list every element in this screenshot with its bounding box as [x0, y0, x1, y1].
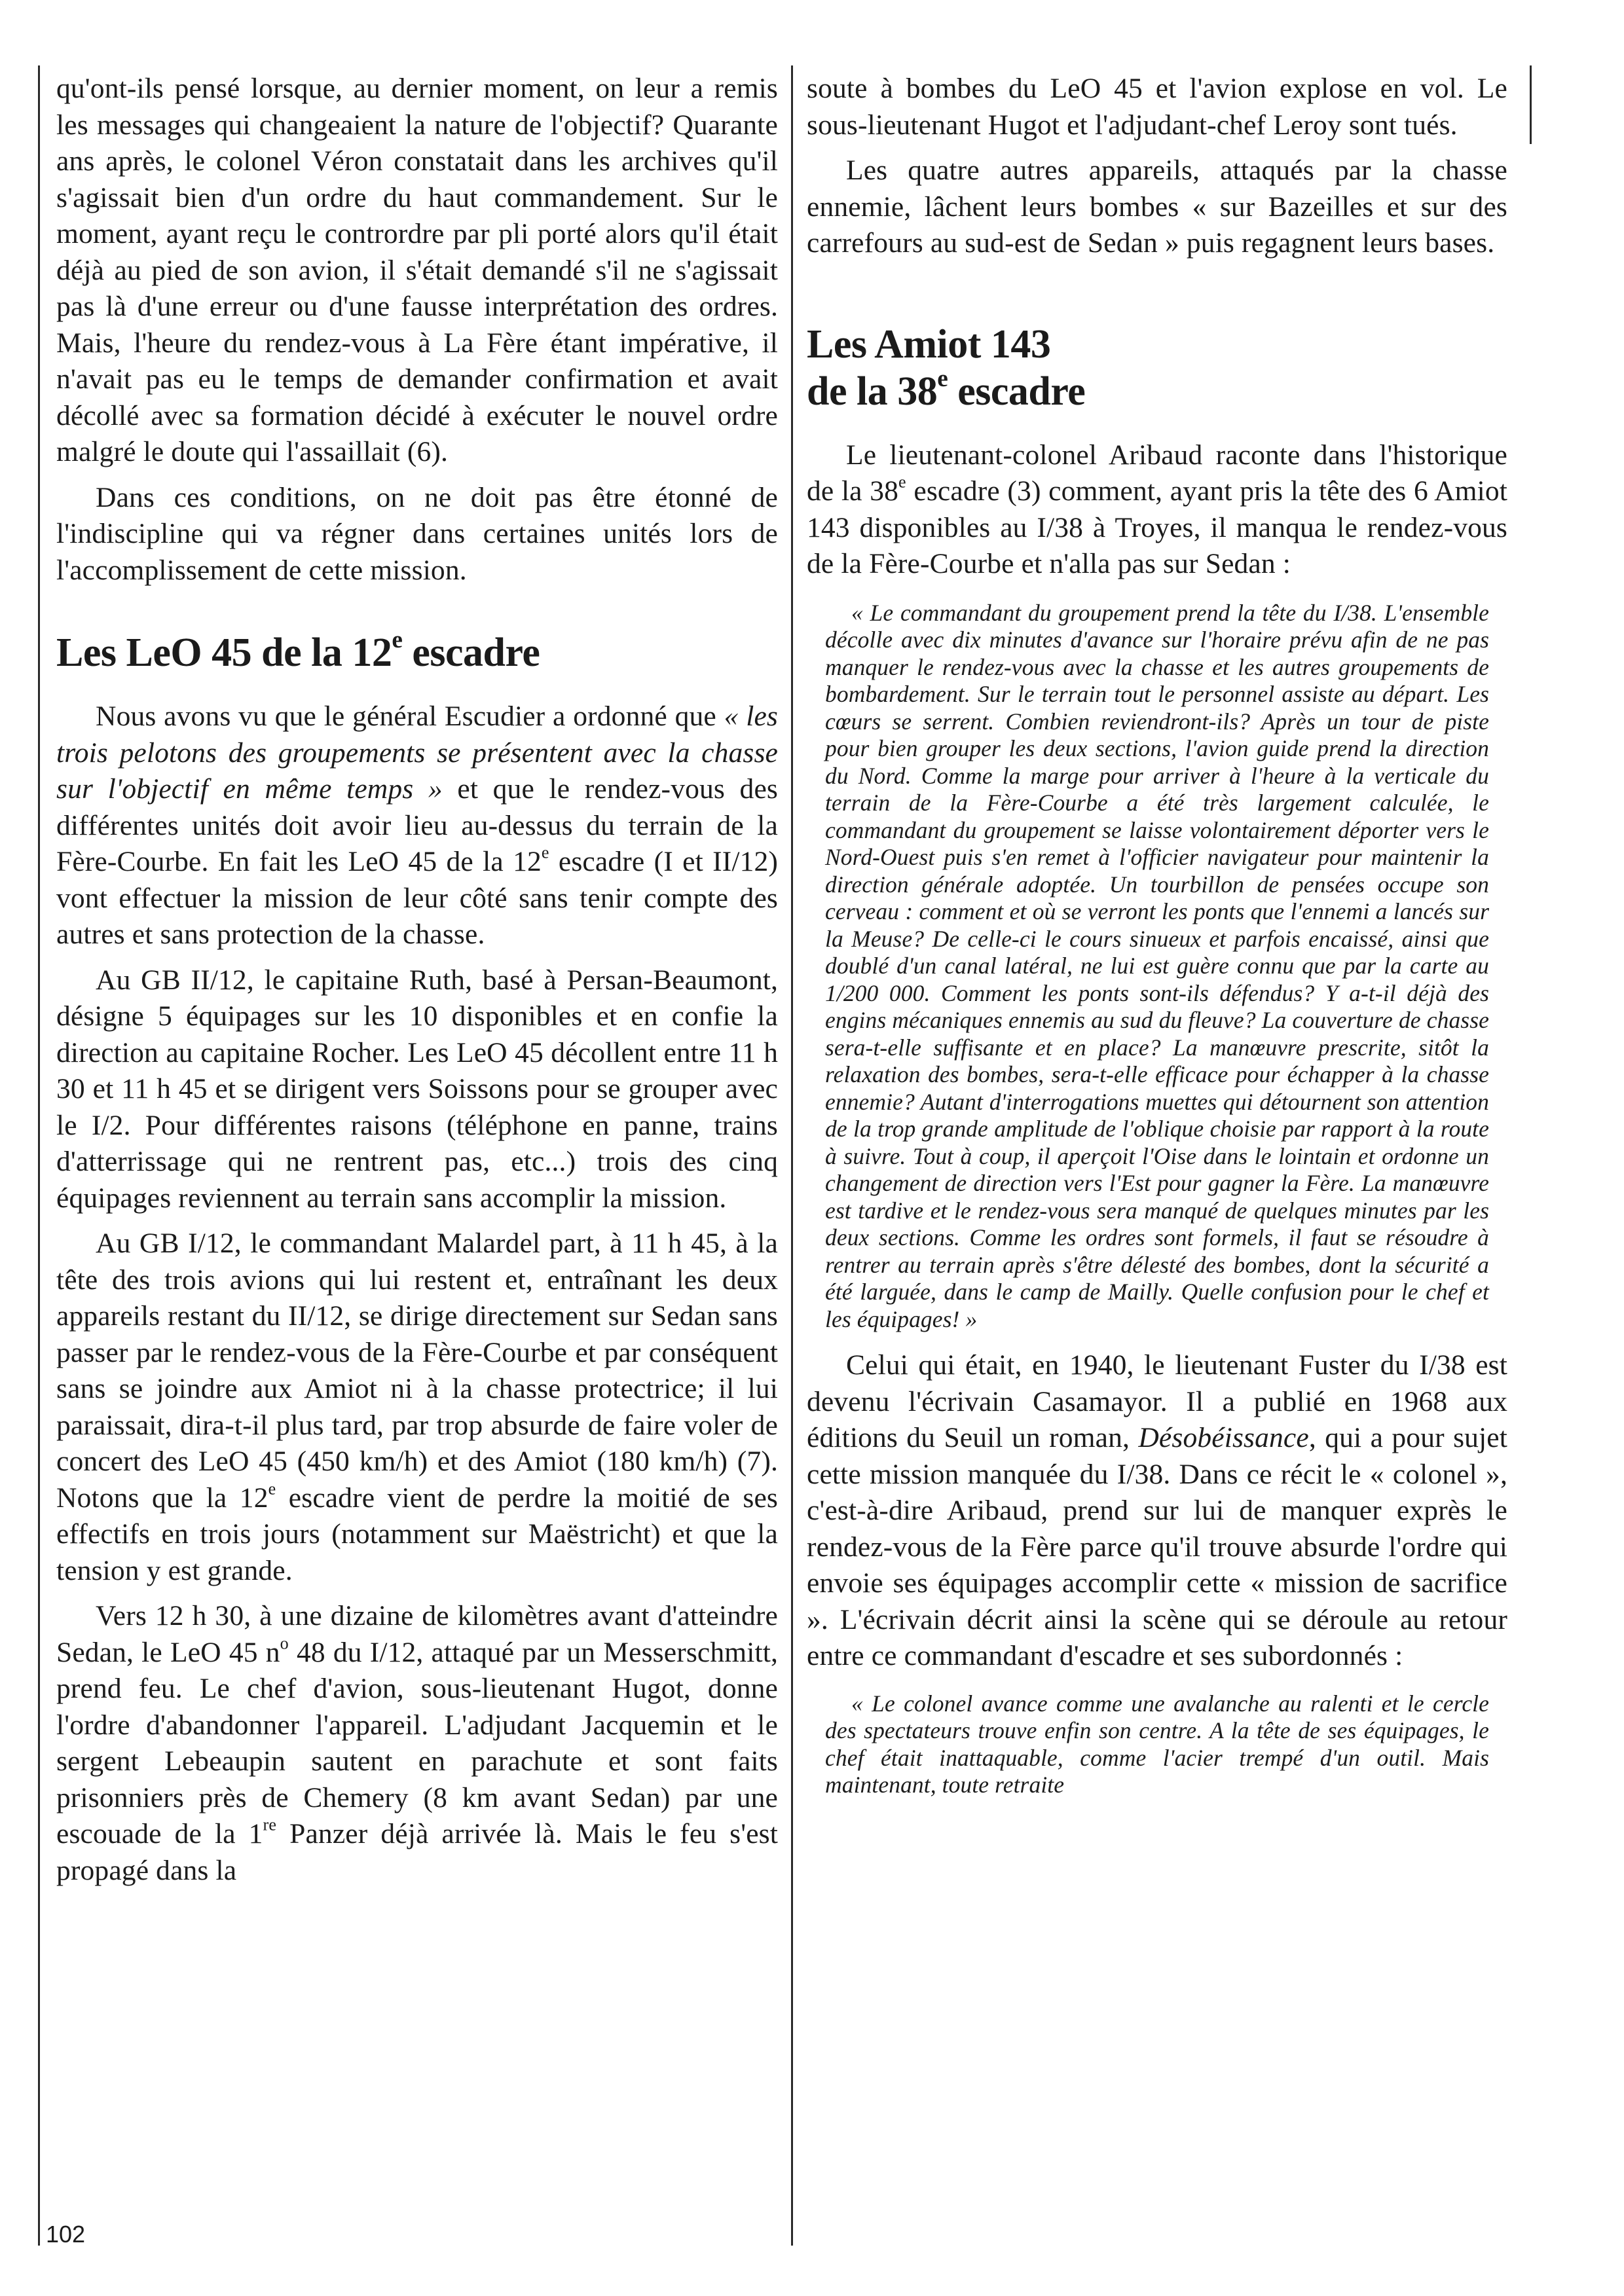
column-divider-rule: [791, 65, 793, 2246]
paragraph-text: escadre (I et II/12) vont effectuer la mission de leur côté sans tenir compte des autres et sans protection de la chasse.: [56, 846, 779, 950]
heading-text: escadre: [948, 369, 1086, 414]
paragraph-text: soute à bombes du LeO 45 et l'avion explose en vol. Le sous-lieutenant Hugot et l'adjudant-chef Leroy sont tués.: [807, 73, 1507, 141]
superscript: o: [280, 1633, 289, 1652]
paragraph: [807, 1347, 1507, 1675]
paragraph-text: Au GB I/12, le commandant Malardel part, à 11 h 45, à la tête des trois avions qui lui restent et, entraînant les deux appareils restant du II/12, se dirige directement sur Sedan sans passer par le rendez-vous de la Fère-Courbe et par conséquent sans se joindre aux Amiot ni à la chasse protectrice; il lui paraissait, dira-t-il plus tard, par trop absurde de faire voler de concert des LeO 45 (450 km/h) et des Amiot (180 km/h) (7). Notons que la 12: [56, 1228, 778, 1514]
heading-text: de la 38: [807, 369, 938, 414]
book-title: Désobéissance: [1138, 1422, 1309, 1453]
paragraph: [807, 437, 1507, 583]
paragraph-text: Panzer déjà arrivée là. Mais le feu s'est propagé dans la: [56, 1818, 778, 1886]
heading-superscript: e: [392, 627, 403, 654]
section-heading-leo45: [56, 629, 778, 676]
paragraph-text: Dans ces conditions, on ne doit pas être étonné de l'indiscipline qui va régner dans certaines unités lors de l'accomplissement de cette mission.: [56, 481, 778, 586]
heading-superscript: e: [937, 365, 948, 392]
block-quote-aribaud: « Le commandant du groupement prend la tête du I/38. L'ensemble décolle avec dix minutes d'avance sur l'horaire prévu afin de ne pas manquer le rendez-vous avec la chasse et les autres groupements de bombardement. Sur le terrain tout le personnel assiste au départ. Les cœurs se serrent. Combien reviendront-ils? Après un tour de piste pour bien grouper les deux sections, l'avion guide prend la direction du Nord. Comme la marge pour arriver à l'heure à la verticale du terrain de la Fère-Courbe a été très largement calculée, le commandant du groupement se laisse volontairement déporter vers le Nord-Ouest puis s'en remet à l'officier navigateur pour maintenir la direction générale adoptée. Un tourbillon de pensées occupe son cerveau : comment et où se verront les ponts que l'ennemi a lancés sur la Meuse? De celle-ci le cours sinueux et parfois encaissé, ainsi que doublé d'un canal latéral, ne lui est guère connu que par la carte au 1/200 000. Comment les ponts sont-ils défendus? Y a-t-il déjà des engins mécaniques ennemis au sud du fleuve? La couverture de chasse sera-t-elle suffisante et en place? La manœuvre prescrite, sitôt la relaxation des bombes, sera-t-elle efficace pour échapper à la chasse ennemie? Autant d'interrogations muettes qui détournent son attention de la trop grande amplitude de l'oblique choisie par rapport à la route à suivre. Tout à coup, il aperçoit l'Oise dans le lointain et ordonne un changement de direction vers l'Est pour gagner la Fère. La manœuvre est tardive et le rendez-vous sera manqué de quelques minutes par les deux sections. Comme les ordres sont formels, il faut se résoudre à rentrer au terrain après s'être délesté des bombes, dont la sécurité a été larguée, dans le camp de Mailly. Quelle confusion pour le chef et les équipages! »: [825, 599, 1489, 1332]
paragraph: [807, 153, 1507, 262]
paragraph-text: qu'ont-ils pensé lorsque, au dernier moment, on leur a remis les messages qui changeaient la nature de l'objectif? Quarante ans après, le colonel Véron constatait dans les archives qu'il s'agissait bien d'un ordre du haut commandement. Sur le moment, ayant reçu le contrordre par pli porté alors qu'il était déjà au pied de son avion, il s'était demandé s'il ne s'agissait pas là d'une erreur ou d'une fausse interprétation des ordres. Mais, l'heure du rendez-vous à La Fère étant impérative, il n'avait pas eu le temps de demander confirmation et avait décollé avec sa formation décidé à exécuter le nouvel ordre malgré le doute qui l'assaillait (6).: [56, 73, 778, 467]
paragraph-text: Celui qui était, en 1940, le lieutenant Fuster du I/38 est devenu l'écrivain Casamayor. Il a publié en 1968 aux éditions du Seuil un roman,: [807, 1349, 1507, 1453]
paragraph-text: Vers 12 h 30, à une dizaine de kilomètres avant d'atteindre Sedan, le LeO 45 n: [56, 1600, 778, 1668]
superscript: e: [898, 472, 906, 492]
left-column: [56, 71, 778, 1898]
paragraph-text: Au GB II/12, le capitaine Ruth, basé à Persan-Beaumont, désigne 5 équipages sur les 10 disponibles et en confie la direction au capitaine Rocher. Les LeO 45 décollent entre 11 h 30 et 11 h 45 et se dirigent vers Soissons pour se grouper avec le I/2. Pour différentes raisons (téléphone en panne, trains d'atterrissage qui ne rentrent pas, etc...) trois des cinq équipages reviennent au terrain sans accomplir la mission.: [56, 964, 778, 1214]
paragraph: [807, 71, 1507, 143]
paragraph: [56, 1598, 778, 1889]
paragraph-text: et que le rendez-vous des différentes unités doit avoir lieu au-dessus du terrain de la Fère-Courbe. En fait les LeO 45 de la 12: [56, 773, 778, 877]
paragraph: [56, 699, 778, 953]
superscript: e: [268, 1478, 276, 1498]
paragraph-text: escadre vient de perdre la moitié de ses effectifs en trois jours (notamment sur Maëstricht) et que la tension y est grande.: [56, 1482, 779, 1586]
paragraph-text: Les quatre autres appareils, attaqués par la chasse ennemie, lâchent leurs bombes « sur Bazeilles et sur des carrefours au sud-est de Sedan » puis regagnent leurs bases.: [807, 155, 1507, 259]
heading-text: Les LeO 45 de la 12: [56, 630, 392, 675]
inline-quote: « les trois pelotons des groupements se présentent avec la chasse sur l'objectif en même temps »: [56, 701, 778, 805]
superscript: re: [263, 1815, 277, 1834]
page-number: 102: [46, 2221, 86, 2248]
paragraph-text: 48 du I/12, attaqué par un Messerschmitt, prend feu. Le chef d'avion, sous-lieutenant Hugot, donne l'ordre d'abandonner l'appareil. L'adjudant Jacquemin et le sergent Lebeaupin sautent en parachute et sont faits prisonniers près de Chemery (8 km avant Sedan) par une escouade de la 1: [56, 1636, 778, 1850]
paragraph-text: , qui a pour sujet cette mission manquée du I/38. Dans ce récit le « colonel », c'est-à-dire Aribaud, prend sur lui de manquer exprès le rendez-vous de la Fère parce qu'il trouve absurde l'ordre qui envoie ses équipages accomplir cette « mission de sacrifice ». L'écrivain décrit ainsi la scène qui se déroule au retour entre ce commandant d'escadre et ses subordonnés :: [807, 1422, 1507, 1671]
paragraph: [56, 71, 778, 471]
right-column: [807, 71, 1507, 1813]
paragraph: [56, 480, 778, 589]
right-margin-rule: [1530, 65, 1532, 144]
paragraph: [56, 962, 778, 1217]
paragraph-text: Nous avons vu que le général Escudier a ordonné que: [96, 701, 724, 732]
heading-text: escadre: [402, 630, 540, 675]
paragraph-text: Le lieutenant-colonel Aribaud raconte dans l'historique de la 38: [807, 439, 1507, 507]
heading-text: Les Amiot 143: [807, 321, 1051, 367]
paragraph-text: escadre (3) comment, ayant pris la tête des 6 Amiot 143 disponibles au I/38 à Troyes, il manqua le rendez-vous de la Fère-Courbe et n'alla pas sur Sedan :: [807, 475, 1507, 579]
paragraph: [56, 1226, 778, 1589]
section-heading-amiot143: [807, 321, 1507, 415]
block-quote-casamayor: « Le colonel avance comme une avalanche au ralenti et le cercle des spectateurs trouve enfin son centre. A la tête de ses équipages, le chef était inattaquable, comme l'acier trempé d'un outil. Mais maintenant, toute retraite: [825, 1690, 1489, 1798]
superscript: e: [541, 843, 549, 862]
left-margin-rule: [38, 65, 40, 2246]
